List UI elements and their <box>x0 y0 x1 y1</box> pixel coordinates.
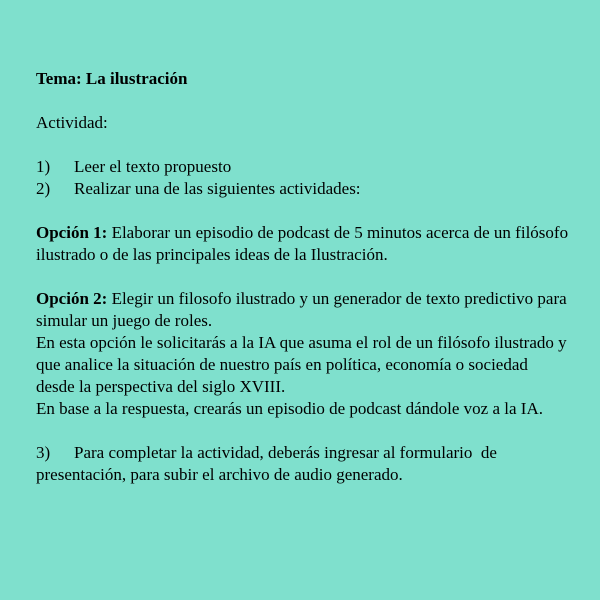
step-number: 3) <box>36 443 51 462</box>
step-number: 1) <box>36 157 51 176</box>
step-item-3 <box>36 442 570 486</box>
option-2-text: Elegir un filosofo ilustrado y un generador de texto predictivo para simular un juego de roles. <box>36 289 567 330</box>
step-item-1 <box>36 156 570 178</box>
spacer <box>36 266 570 288</box>
option-1-label: Opción 1: <box>36 223 108 242</box>
step-text: Realizar una de las siguientes actividades: <box>74 179 361 198</box>
document-title: Tema: La ilustración <box>36 69 188 88</box>
spacer <box>36 420 570 442</box>
option-2-detail: En esta opción le solicitarás a la IA que asuma el rol de un filósofo ilustrado y que analice la situación de nuestro país en política, economía o sociedad desde la perspectiva del siglo XVIII. <box>36 333 567 396</box>
option-2-paragraph <box>36 288 570 332</box>
spacer <box>36 90 570 112</box>
step-text: Para completar la actividad, deberás ingresar al formulario de presentación, para subir el archivo de audio generado. <box>36 443 502 484</box>
option-2-podcast: En base a la respuesta, crearás un episodio de podcast dándole voz a la IA. <box>36 399 543 418</box>
spacer <box>36 200 570 222</box>
step-number: 2) <box>36 179 51 198</box>
activity-label: Actividad: <box>36 113 108 132</box>
step-item-2 <box>36 178 570 200</box>
step-text: Leer el texto propuesto <box>74 157 232 176</box>
option-1-paragraph <box>36 222 570 266</box>
spacer <box>36 134 570 156</box>
option-1-text: Elaborar un episodio de podcast de 5 minutos acerca de un filósofo ilustrado o de las principales ideas de la Ilustración. <box>36 223 569 264</box>
option-2-label: Opción 2: <box>36 289 108 308</box>
